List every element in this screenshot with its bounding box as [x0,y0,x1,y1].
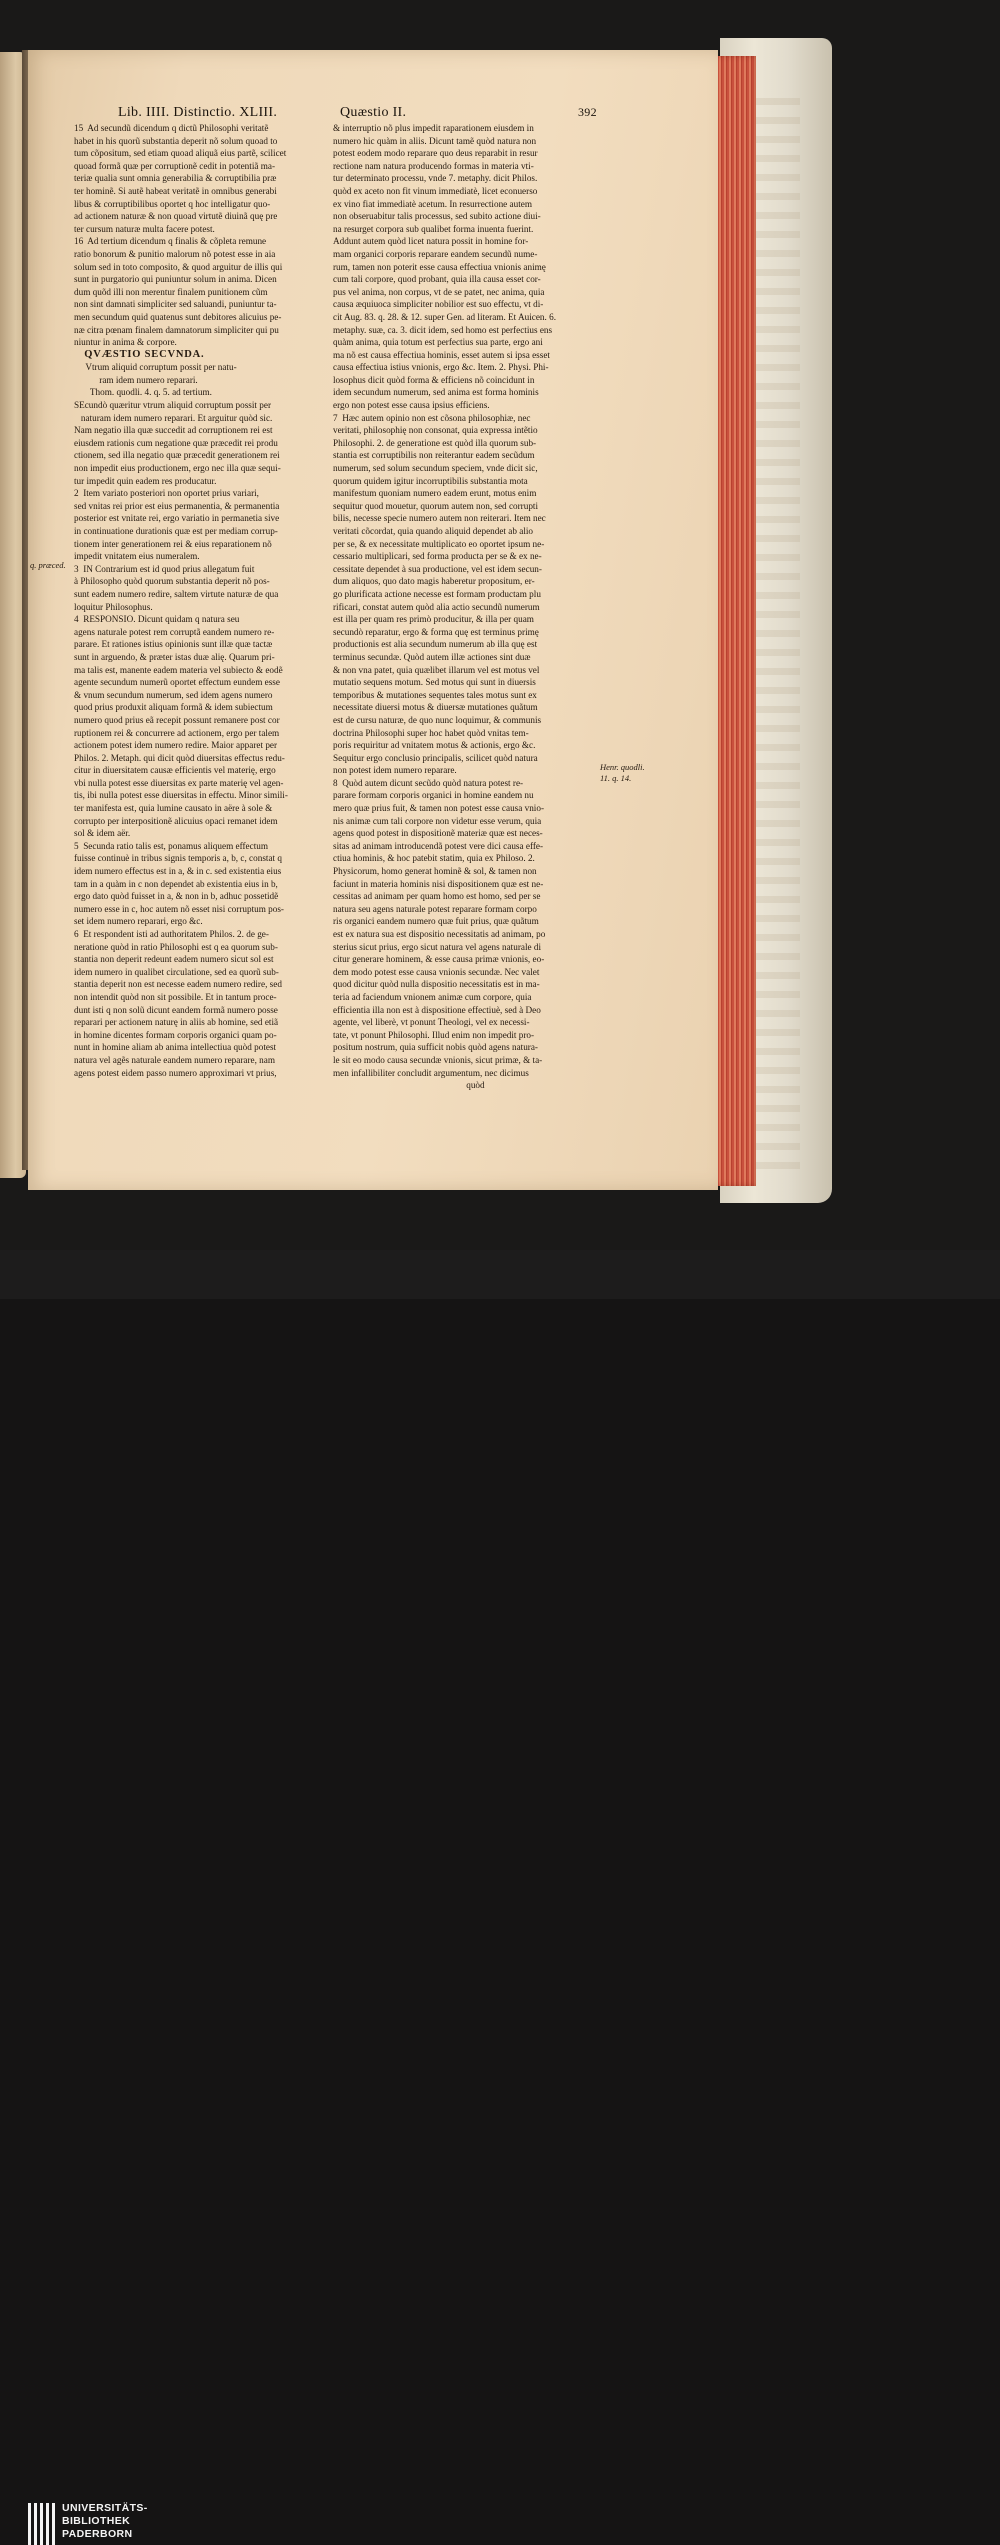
text-line: non obseruabitur talis processus, sed subito actione diui- [333,211,541,222]
text-line: veritati cõcordat, quia quando aliquid dependet ab alio [333,526,534,536]
text-line: à Philosopho quòd quorum substantia deperit nõ pos- [74,576,270,587]
text-line: ris organici eandem numero quæ fuit prius, quæ quãtum [333,916,539,927]
text-line: sunt in purgatorio qui puniuntur solum in anima. Dicen [74,274,277,285]
text-line: causa effectiua istius vnionis, ergo &c. Item. 2. Physi. Phi- [333,362,549,373]
text-line: tum cõpositum, sed etiam quoad aliquã eius partẽ, scilicet [74,148,287,159]
text-line: dem modo potest esse causa vnionis secundæ. Nec valet [333,966,540,977]
text-line: naturam idem numero reparari. Et arguitur quòd sic. [74,412,273,423]
text-line: tate, vt ponunt Philosophi. Illud enim non impedit pro- [333,1029,535,1040]
text-line: sunt in arguendo, & præter istas duæ alię. Quarum pri- [74,651,275,662]
text-line: cum tali corpore, quod probant, quia illa causa esset cor- [333,274,541,285]
text-line: quòd ex aceto non fit vinum immediatè, licet econuerso [333,185,538,196]
text-line: vbi nulla potest esse diuersitas ex parte materię vel agen- [74,777,284,788]
text-line: dum quõd illi non merentur finalem punitionem cũm [74,286,268,297]
text-line: SEcundò quæritur vtrum aliquid corruptum possit per [74,400,271,411]
text-line: faciunt in materia hominis nisi dispositionem quæ est ne- [333,878,544,889]
margin-note-right-line: 11. q. 14. [600,773,632,783]
text-line: agente, vel liberè, vt ponunt Theologi, vel ex necessi- [333,1017,530,1028]
text-line: sterius sicut prius, ergo sicut natura vel agens naturale di [333,941,542,952]
text-line: parare. Et rationes istius opinionis sunt illæ quæ tactæ [74,639,273,650]
text-line: 6 Et respondent isti ad authoritatem Philos. 2. de ge- [74,929,269,939]
text-line: posterior est vnitate rei, ergo variatio in permanetia sive [74,513,280,524]
text-line: idem secundum numerum, sed anima est forma hominis [333,387,539,398]
text-line: go plurificata actione necesse est formam productam plu [333,588,541,599]
text-line: ram idem numero reparari. [74,374,198,385]
text-line: natura vel agẽs naturale eandem numero reparare, nam [74,1054,275,1065]
right-text-column [333,122,597,1092]
text-line: næ citra pœnam finalem damnatorum simpliciter qui pu [74,324,279,335]
text-line: stantia est corruptibilis non reiterantur eadem secũdum [333,450,535,461]
text-line: cessario multiplicari, sed forma producta per se & ex ne- [333,551,542,562]
text-line: quàm anima, quia totum est perfectius sua parte, ergo ani [333,337,543,348]
text-line: efficientia illa non est à dispositione effectiuè, sed à Deo [333,1004,541,1015]
text-line: loquitur Philosophus. [74,601,153,612]
margin-note-right [600,762,645,784]
text-line: terminus secundæ. Quòd autem illæ actiones sint duæ [333,651,531,662]
text-line: Philos. 2. Metaph. qui dicit quòd diuersitas effectus redu- [74,752,285,763]
text-line: positum nostrum, quia sufficit nobis quòd agens natura- [333,1042,538,1053]
text-line: ratio bonorum & punitio malorum nõ potest esse in aia [74,248,276,259]
text-line: ruptionem rei & concurrere ad actionem, ergo per talem [74,727,280,738]
text-line: rum, tamen non poterit esse causa effectiua vnionis animę [333,261,546,272]
text-line: temporibus & mutationes sequentes tales motus sunt ex [333,689,537,700]
library-name-line: UNIVERSITÄTS- [62,2502,148,2514]
text-line: est illa per quam res primò producitur, & illa per quam [333,614,534,625]
text-line: quod prius produxit aliquam formã & idem subiectum [74,702,273,713]
text-line: pus vel anima, non corpus, vt de se patet, nec anima, quia [333,286,545,297]
text-line: 16 Ad tertium dicendum q finalis & cõpleta remune [74,236,267,247]
text-line: rificari, constat autem quòd alia actio secundũ numerum [333,601,540,612]
text-line: secundò reparatur, ergo & forma quę est terminus primę [333,626,539,637]
text-line: 15 Ad secundũ dicendum q dictũ Philosophi veritatẽ [74,123,269,133]
text-line: agens quod potest in dispositionẽ materiæ quæ est neces- [333,828,543,839]
text-line: agente secundum numerũ oportet effectum eundem esse [74,677,280,688]
text-line: ter cursum naturæ multa facere potest. [74,223,215,234]
text-line: ex vino fiat immediatè acetum. In resurrectione autem [333,198,532,209]
text-line: cessitate dependet à sua productione, vel est idem secun- [333,563,542,574]
text-line: ctionem, sed illa negatio quæ præcedit generationem rei [74,450,280,461]
margin-note-right-line: Henr. quodli. [600,762,645,772]
text-line: Addunt autem quòd licet natura possit in homine for- [333,236,529,247]
text-line: productionis est alia secundum numerum ab illa quę est [333,639,538,650]
text-line: impedit vnitatem eius numeralem. [74,551,200,562]
text-line: poris requiritur ad vnitatem motus & actionis, ergo &c. [333,740,536,751]
text-line: idem numero effectus est in a, & in c. sed existentia eius [74,866,282,877]
text-line: 2 Item variato posteriori non oportet prius variari, [74,488,259,499]
text-line: ma talis est, manente eadem materia vel subiecto & eodẽ [74,664,283,675]
text-line: per se, & ex necessitate multiplicato eo oportet ipsum ne- [333,538,545,549]
text-line: stantia deperit non est necesse eadem numero redire, sed [74,979,282,990]
text-line: non intendit quòd non sit possibile. Et in tantum proce- [74,991,277,1002]
text-line: & vnum secundum numerum, sed idem agens numero [74,689,273,700]
scan-area [0,0,1000,1250]
text-line: & non vna patet, quia quælibet illarum vel est motus vel [333,664,540,675]
text-line: numerum, sed solum secundum speciem, vnde dicit sic, [333,463,538,474]
text-line: natura seu agens naturale potest reparare formam corpo [333,903,537,914]
text-line: potest eodem modo reparare quo deus reparabit in resur [333,148,538,159]
text-line: teriæ qualia sunt omnia generabilia & corruptibilia præ [74,173,277,184]
text-line: set idem numero reparari, ergo &c. [74,916,203,927]
text-line: ergo dato quòd fuisset in a, & non in b, adhuc possetidẽ [74,891,279,902]
text-line: rectione nam natura producendo formas in materia vti- [333,160,534,171]
text-line: Physicorum, homo generat hominẽ & sol, & tamen non [333,866,537,877]
text-line: agens naturale potest rem corruptã eandem numero re- [74,626,275,637]
text-line: necessitate diuersi motus & diuersæ mutationes quãtum [333,702,538,713]
text-line: nunt in homine aliam ab anima intellectiua quòd potest [74,1042,277,1053]
text-line: tis, ibi nulla potest esse diuersitas in effectu. Minor simili- [74,790,288,801]
library-name-line: PADERBORN [62,2528,133,2540]
text-line: tur determinato processu, vnde 7. metaphy. dicit Philos. [333,173,538,184]
text-line: QVÆSTIO SECVNDA. [74,348,205,360]
text-line: est de cursu naturæ, de quo nunc loquimur, & communis [333,714,542,725]
text-line: dum aliquos, quo dato magis haberetur propositum, er- [333,576,535,587]
text-line: mam organici corporis reparare eandem secundũ nume- [333,248,538,259]
text-line: quòd [333,1080,485,1091]
text-line: numero esse in c, hoc autem nõ esset nisi corruptum pos- [74,903,284,914]
text-line: corrupto per interpositionẽ alicuius opaci remanet idem [74,815,278,826]
text-line: tam in a quàm in c non dependet ab existentia eius in b, [74,878,278,889]
text-line: bilis, necesse specie numero autem non reiterari. Item nec [333,513,546,524]
text-line: in continuatione durationis quæ est per mediam corrup- [74,526,278,536]
text-line: stantia non deperit redeunt eadem numero sicut sol est [74,954,274,965]
text-line: manifestum quoniam numero eadem erunt, motus enim [333,488,537,499]
text-line: losophus dicit quòd forma & efficiens nõ coincidunt in [333,374,535,385]
text-line: mero quæ prius fuit, & tamen non potest esse causa vnio- [333,803,545,814]
text-line: Philosophi. 2. de generatione est quòd illa quorum sub- [333,437,537,448]
text-line: sunt eadem numero redire, saltem virtute naturæ de qua [74,588,279,599]
text-line: cit Aug. 83. q. 28. & 12. super Gen. ad literam. Et Auicen. 6. [333,311,557,322]
text-line: numero hic quàm in aliis. Dicunt tamẽ quòd natura non [333,135,537,146]
text-line: doctrina Philosophi super hoc habet quòd vnitas tem- [333,727,529,738]
text-line: nis animæ cum tali corpore non videtur esse verum, quia [333,815,542,826]
text-line: citur generare hominem, & esse causa primæ vnionis, eo- [333,954,545,965]
text-line: metaphy. suæ, ca. 3. dicit idem, sed homo est perfectius ens [333,324,553,335]
text-line: 5 Secunda ratio talis est, ponamus aliquem effectum [74,840,268,851]
red-page-edge [712,56,756,1186]
text-line: 7 Hæc autem opinio non est cõsona philosophiæ, nec [333,412,531,423]
text-line: teria ad faciendum vnionem animæ cum corpore, quia [333,991,532,1002]
text-line: agens potest eidem passo numero approximari vt prius, [74,1067,277,1078]
text-line: sed vnitas rei prior est eius permanentia, & permanentia [74,500,280,511]
text-line: tur impedit quin eadem res producatur. [74,475,217,486]
text-line: solum sed in toto composito, & quod arguitur de illis qui [74,261,283,272]
left-text-column [74,122,328,1079]
margin-note-left: q. præced. [30,560,66,570]
text-line: veritati, philosophię non consonat, quia expressa intẽtio [333,425,538,436]
text-line: ma nõ est causa effectiua hominis, esset autem si ipsa esset [333,349,550,360]
text-line: eiusdem rationis cum negatione quæ præcedit rei produ [74,437,278,448]
running-head-book: Lib. IIII. Distinctio. XLIII. [118,105,278,120]
library-name-line: BIBLIOTHEK [62,2515,131,2527]
text-line: reparari per actionem naturę in aliis ab homine, sed etiã [74,1017,279,1028]
text-line: niuntur in anima & corpore. [74,337,177,348]
text-line: 8 Quòd autem dicunt secũdo quòd natura potest re- [333,777,524,788]
text-line: dunt isti q non solũ dicunt eandem formã numero posse [74,1004,278,1015]
text-line: sequitur quod mouetur, quorum autem non, sed corrupti [333,500,539,511]
text-line: sitas ad animam introducendã potest vere dici causa effe- [333,840,544,851]
text-line: Thom. quodli. 4. q. 5. ad tertium. [74,387,212,398]
running-head-question: Quæstio II. [340,105,407,120]
footer-bar [0,1250,1000,2540]
text-line: ter hominẽ. Si autẽ habeat veritatẽ in omnibus generabi [74,185,277,196]
text-line: ad actionem naturæ & non quoad virtutẽ diuinã quę pre [74,211,278,222]
text-line: 4 RESPONSIO. Dicunt quidam q natura seu [74,614,240,625]
text-line: habet in his quorũ substantia deperit nõ solum quoad to [74,135,278,146]
folio-number: 392 [578,105,597,119]
text-line: Nam negatio illa quæ succedit ad corruptionem rei est [74,425,273,436]
text-line: quod dicitur quòd nulla dispositio necessitatis est in ma- [333,979,540,990]
text-line: men infallibiliter concludit argumentum, nec dicimus [333,1067,529,1078]
text-line: sol & idem aër. [74,828,131,839]
text-line: & interruptio nõ plus impedit raparationem eiusdem in [333,123,534,133]
text-line: ctiua hominis, & hoc patebit statim, quia ex Philoso. 2. [333,853,535,864]
text-line: le sit eo modo causa secundæ vnionis, sicut primæ, & ta- [333,1054,543,1065]
text-line: Sequitur ergo conclusio principalis, scilicet quòd natura [333,752,538,763]
text-line: quoad formã quæ per corruptionẽ cedit in potentiã ma- [74,160,276,171]
text-line: men secundum quid quatenus sunt debitores alicuius pe- [74,311,282,322]
text-line: ergo non potest esse causa ipsius efficiens. [333,400,490,411]
text-line: Vtrum aliquid corruptum possit per natu- [74,362,237,373]
text-line: non sint damnati simpliciter sed saluandi, puniuntur ta- [74,299,277,310]
library-name [62,2502,148,2541]
text-line: mutatio sequens motum. Sed motus qui sunt in diuersis [333,677,536,688]
text-line: numero quod prius eã recepit possunt remanere post cor [74,714,280,725]
text-line: non impedit eius productionem, ergo nec illa quæ sequi- [74,463,281,474]
library-logo-icon [28,2503,56,2545]
text-line: in homine dicentes formam corporis organici quam po- [74,1029,277,1040]
text-line: citur in diuersitatem causæ efficientis vel materię, ergo [74,765,276,776]
text-line: parare formam corporis organici in homine eandem nu [333,790,534,801]
text-line: quorum quidem igitur incorruptibilis substantia mota [333,475,528,486]
text-line: non potest idem numero reparare. [333,765,457,776]
text-line: ter manifesta est, quia lumine causato in aëre à sole & [74,803,273,814]
text-line: libus & corruptibilibus oportet q hoc intelligatur quo- [74,198,271,209]
text-line: fuisse continuè in tribus signis temporis a, b, c, constat q [74,853,282,864]
text-line: actionem potest idem numero redire. Maior apparet per [74,740,278,751]
text-line: tionem inter generationem rei & eius reparationem nõ [74,538,272,549]
text-line: idem numero in qualibet circulatione, sed ea quorũ sub- [74,966,279,977]
text-line: neratione quòd in ratio Philosophi est q ea quorum sub- [74,941,278,952]
text-line: 3 IN Contrarium est id quod prius allegatum fuit [74,563,255,574]
text-line: na resurget corpora sub qualibet forma inuenta fuerint. [333,223,534,234]
text-line: causa æquiuoca simpliciter nobilior est suo effectu, vt di- [333,299,544,310]
text-line: est ex natura sua est dispositio necessitatis ad animam, po [333,929,546,939]
text-line: cessitas ad animam per quam homo est homo, sed per se [333,891,541,902]
